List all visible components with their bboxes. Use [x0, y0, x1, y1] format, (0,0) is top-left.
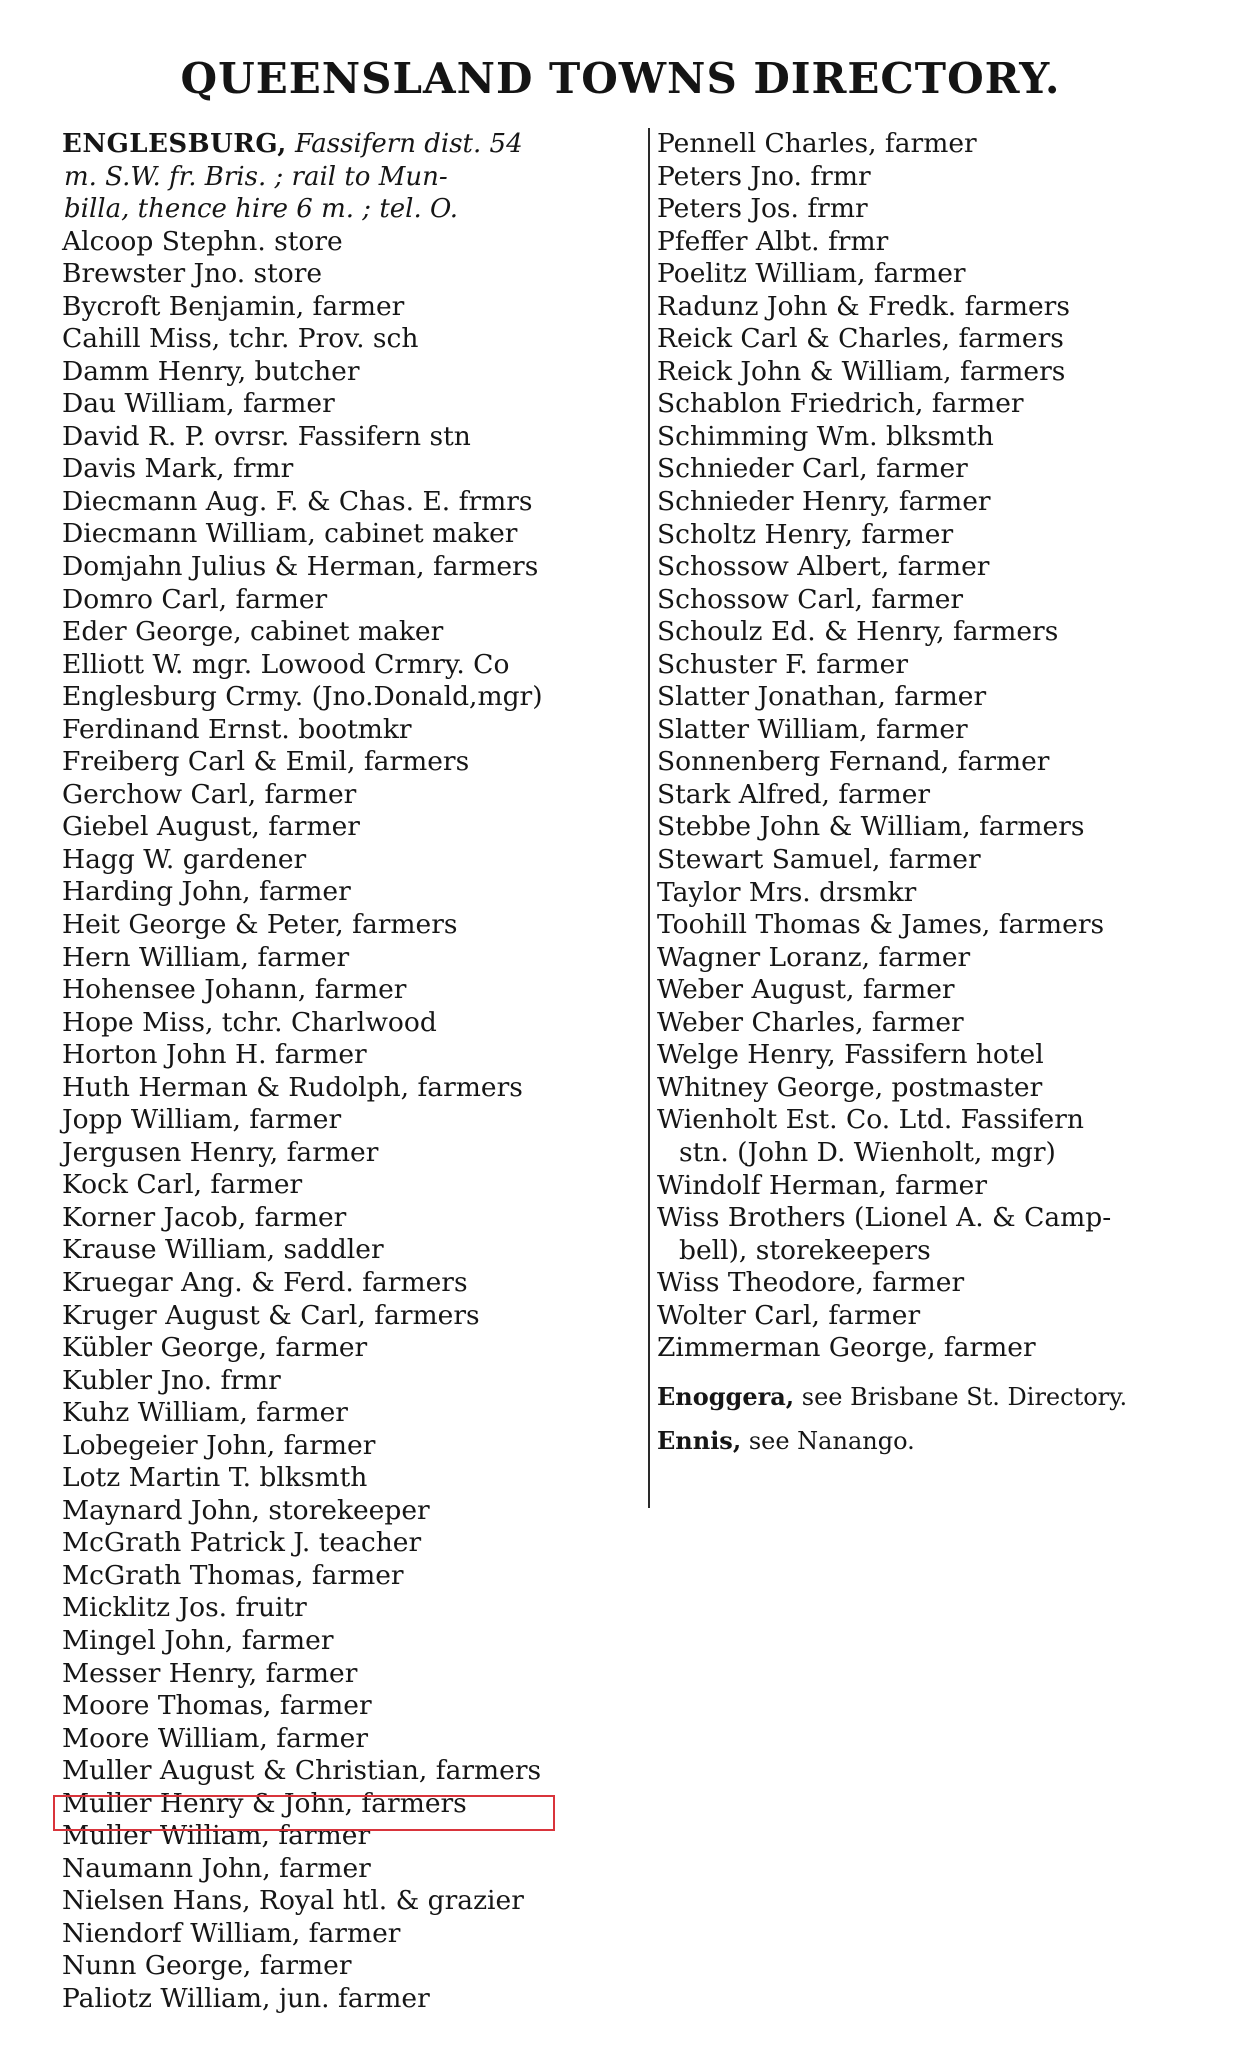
directory-entry: Schnieder Henry, farmer: [657, 486, 991, 518]
right-entry-list: [657, 128, 1227, 1104]
directory-entry: Niendorf William, farmer: [62, 1917, 401, 1949]
directory-entry: Hope Miss, tchr. Charlwood: [62, 1006, 437, 1038]
directory-entry: Muller William, farmer: [62, 1820, 371, 1852]
directory-entry: Bycroft Benjamin, farmer: [62, 290, 405, 322]
column-divider: [648, 128, 650, 1508]
directory-entry: David R. P. ovrsr. Fassifern stn: [62, 420, 471, 452]
directory-entry: Kübler George, farmer: [62, 1332, 368, 1364]
directory-entry: Taylor Mrs. drsmkr: [657, 876, 917, 908]
directory-entry: Davis Mark, frmr: [62, 453, 294, 485]
directory-entry: Diecmann William, cabinet maker: [62, 518, 518, 550]
cross-references: [657, 1375, 1227, 1463]
directory-entry: Paliotz William, jun. farmer: [62, 1983, 430, 2015]
entry-line-1: Wolter Carl, farmer: [657, 1299, 921, 1331]
directory-entry: Schoulz Ed. & Henry, farmers: [657, 616, 1059, 648]
directory-entry: Cahill Miss, tchr. Prov. sch: [62, 323, 419, 355]
directory-entry: Moore Thomas, farmer: [62, 1690, 372, 1722]
directory-entry: Elliott W. mgr. Lowood Crmry. Co: [62, 648, 510, 680]
left-column: [62, 128, 642, 2016]
directory-entry: [657, 1104, 1227, 1169]
directory-entry: Schimming Wm. blksmth: [657, 420, 994, 452]
directory-entry: Huth Herman & Rudolph, farmers: [62, 1071, 523, 1103]
directory-entry: Mingel John, farmer: [62, 1625, 334, 1657]
directory-entry: Reick John & William, farmers: [657, 355, 1066, 387]
directory-entry: Slatter William, farmer: [657, 713, 968, 745]
directory-entry: [657, 1202, 1227, 1267]
directory-entry: Peters Jos. frmr: [657, 193, 868, 225]
directory-entry: Lobegeier John, farmer: [62, 1429, 376, 1461]
directory-entry: Schossow Carl, farmer: [657, 583, 964, 615]
entry-line-1: Wiss Theodore, farmer: [657, 1267, 965, 1299]
directory-entry: Pfeffer Albt. frmr: [657, 225, 889, 257]
directory-entry: Gerchow Carl, farmer: [62, 778, 357, 810]
directory-entry: Domjahn Julius & Herman, farmers: [62, 550, 539, 582]
directory-entry: Krause William, saddler: [62, 1234, 384, 1266]
directory-entry: Stewart Samuel, farmer: [657, 844, 981, 876]
directory-entry: Hagg W. gardener: [62, 843, 307, 875]
directory-entry: Whitney George, postmaster: [657, 1071, 1043, 1103]
directory-entry: Diecmann Aug. F. & Chas. E. frmrs: [62, 485, 533, 517]
directory-entry: [657, 1170, 1227, 1203]
directory-entry: [657, 1267, 1227, 1300]
directory-entry: Kuhz William, farmer: [62, 1397, 348, 1429]
highlight-box: [53, 1795, 555, 1831]
entry-line-2: stn. (John D. Wienholt, mgr): [679, 1136, 1056, 1168]
directory-entry: Muller Henry & John, farmers: [62, 1787, 467, 1819]
reference-place: Enoggera,: [657, 1381, 795, 1411]
directory-entry: Damm Henry, butcher: [62, 355, 360, 387]
directory-entry: Naumann John, farmer: [62, 1852, 371, 1884]
directory-entry: Reick Carl & Charles, farmers: [657, 323, 1064, 355]
directory-entry: Freiberg Carl & Emil, farmers: [62, 746, 470, 778]
town-info-line-2: m. S.W. fr. Bris. ; rail to Mun-: [64, 161, 448, 192]
directory-entry: [657, 1300, 1227, 1333]
directory-entry: Micklitz Jos. fruitr: [62, 1592, 307, 1624]
directory-entry: Brewster Jno. store: [62, 258, 323, 290]
directory-entry: Lotz Martin T. blksmth: [62, 1462, 368, 1494]
reference-note: see Brisbane St. Directory.: [801, 1382, 1128, 1411]
directory-entry: Schablon Friedrich, farmer: [657, 388, 1024, 420]
directory-entry: McGrath Patrick J. teacher: [62, 1527, 422, 1559]
directory-entry: Weber August, farmer: [657, 974, 955, 1006]
directory-entry: Eder George, cabinet maker: [62, 616, 444, 648]
directory-entry: McGrath Thomas, farmer: [62, 1559, 404, 1591]
town-info-line-1: Fassifern dist. 54: [295, 129, 523, 159]
right-wrapped-entry-list: [657, 1104, 1227, 1364]
entry-line-1: Windolf Herman, farmer: [657, 1169, 987, 1201]
cross-reference: [657, 1419, 1227, 1463]
directory-entry: Schossow Albert, farmer: [657, 551, 990, 583]
entry-line-1: Wienholt Est. Co. Ltd. Fassifern: [657, 1104, 1084, 1136]
entry-line-1: Zimmerman George, farmer: [657, 1332, 1036, 1364]
directory-entry: Schuster F. farmer: [657, 648, 909, 680]
directory-entry: Peters Jno. frmr: [657, 160, 871, 192]
cross-reference: [657, 1375, 1227, 1419]
reference-place: Ennis,: [657, 1425, 742, 1455]
directory-entry: Radunz John & Fredk. farmers: [657, 290, 1070, 322]
entry-line-2: bell), storekeepers: [679, 1234, 931, 1266]
directory-entry: Toohill Thomas & James, farmers: [657, 909, 1105, 941]
directory-entry: Hohensee Johann, farmer: [62, 974, 407, 1006]
reference-note: see Nanango.: [748, 1426, 915, 1455]
directory-entry: Sonnenberg Fernand, farmer: [657, 746, 1050, 778]
left-entry-list: [62, 226, 642, 2016]
directory-entry: Nielsen Hans, Royal htl. & grazier: [62, 1885, 524, 1917]
directory-entry: Schnieder Carl, farmer: [657, 453, 968, 485]
directory-entry: Kubler Jno. frmr: [62, 1364, 281, 1396]
directory-entry: Hern William, farmer: [62, 941, 350, 973]
directory-entry: Moore William, farmer: [62, 1722, 369, 1754]
directory-entry: [657, 1332, 1227, 1365]
directory-entry: Wagner Loranz, farmer: [657, 941, 971, 973]
directory-entry: Jopp William, farmer: [62, 1104, 342, 1136]
directory-entry: Heit George & Peter, farmers: [62, 908, 458, 940]
entry-line-1: Wiss Brothers (Lionel A. & Camp-: [657, 1202, 1112, 1234]
page-title: QUEENSLAND TOWNS DIRECTORY.: [180, 54, 1061, 103]
directory-entry: Horton John H. farmer: [62, 1039, 367, 1071]
directory-entry: Welge Henry, Fassifern hotel: [657, 1039, 1044, 1071]
directory-entry: Maynard John, storekeeper: [62, 1494, 430, 1526]
town-heading: [62, 128, 642, 226]
directory-entry: Kruegar Ang. & Ferd. farmers: [62, 1267, 468, 1298]
directory-entry: Alcoop Stephn. store: [62, 225, 343, 257]
town-info-line-3: billa, thence hire 6 m. ; tel. O.: [64, 194, 459, 224]
directory-entry: Stebbe John & William, farmers: [657, 811, 1085, 843]
directory-entry: Stark Alfred, farmer: [657, 778, 931, 810]
directory-entry: Slatter Jonathan, farmer: [657, 681, 987, 713]
directory-entry: Poelitz William, farmer: [657, 258, 966, 290]
directory-entry: Messer Henry, farmer: [62, 1657, 358, 1689]
town-name: ENGLESBURG,: [62, 129, 287, 159]
directory-entry: Pennell Charles, farmer: [657, 128, 977, 159]
directory-entry: Kruger August & Carl, farmers: [62, 1299, 480, 1331]
directory-entry: Muller August & Christian, farmers: [62, 1755, 542, 1787]
directory-entry: Harding John, farmer: [62, 876, 351, 908]
right-column: [657, 128, 1227, 1463]
directory-entry: Scholtz Henry, farmer: [657, 518, 954, 550]
directory-entry: Englesburg Crmy. (Jno.Donald,mgr): [62, 681, 543, 713]
directory-entry: Korner Jacob, farmer: [62, 1201, 347, 1233]
directory-entry: Weber Charles, farmer: [657, 1006, 964, 1038]
directory-entry: Domro Carl, farmer: [62, 583, 328, 615]
directory-entry: Kock Carl, farmer: [62, 1169, 303, 1201]
directory-entry: Jergusen Henry, farmer: [62, 1136, 379, 1168]
directory-entry: Giebel August, farmer: [62, 811, 360, 843]
directory-entry: Dau William, farmer: [62, 388, 335, 420]
directory-entry: Nunn George, farmer: [62, 1950, 352, 1982]
directory-entry: Ferdinand Ernst. bootmkr: [62, 713, 412, 745]
